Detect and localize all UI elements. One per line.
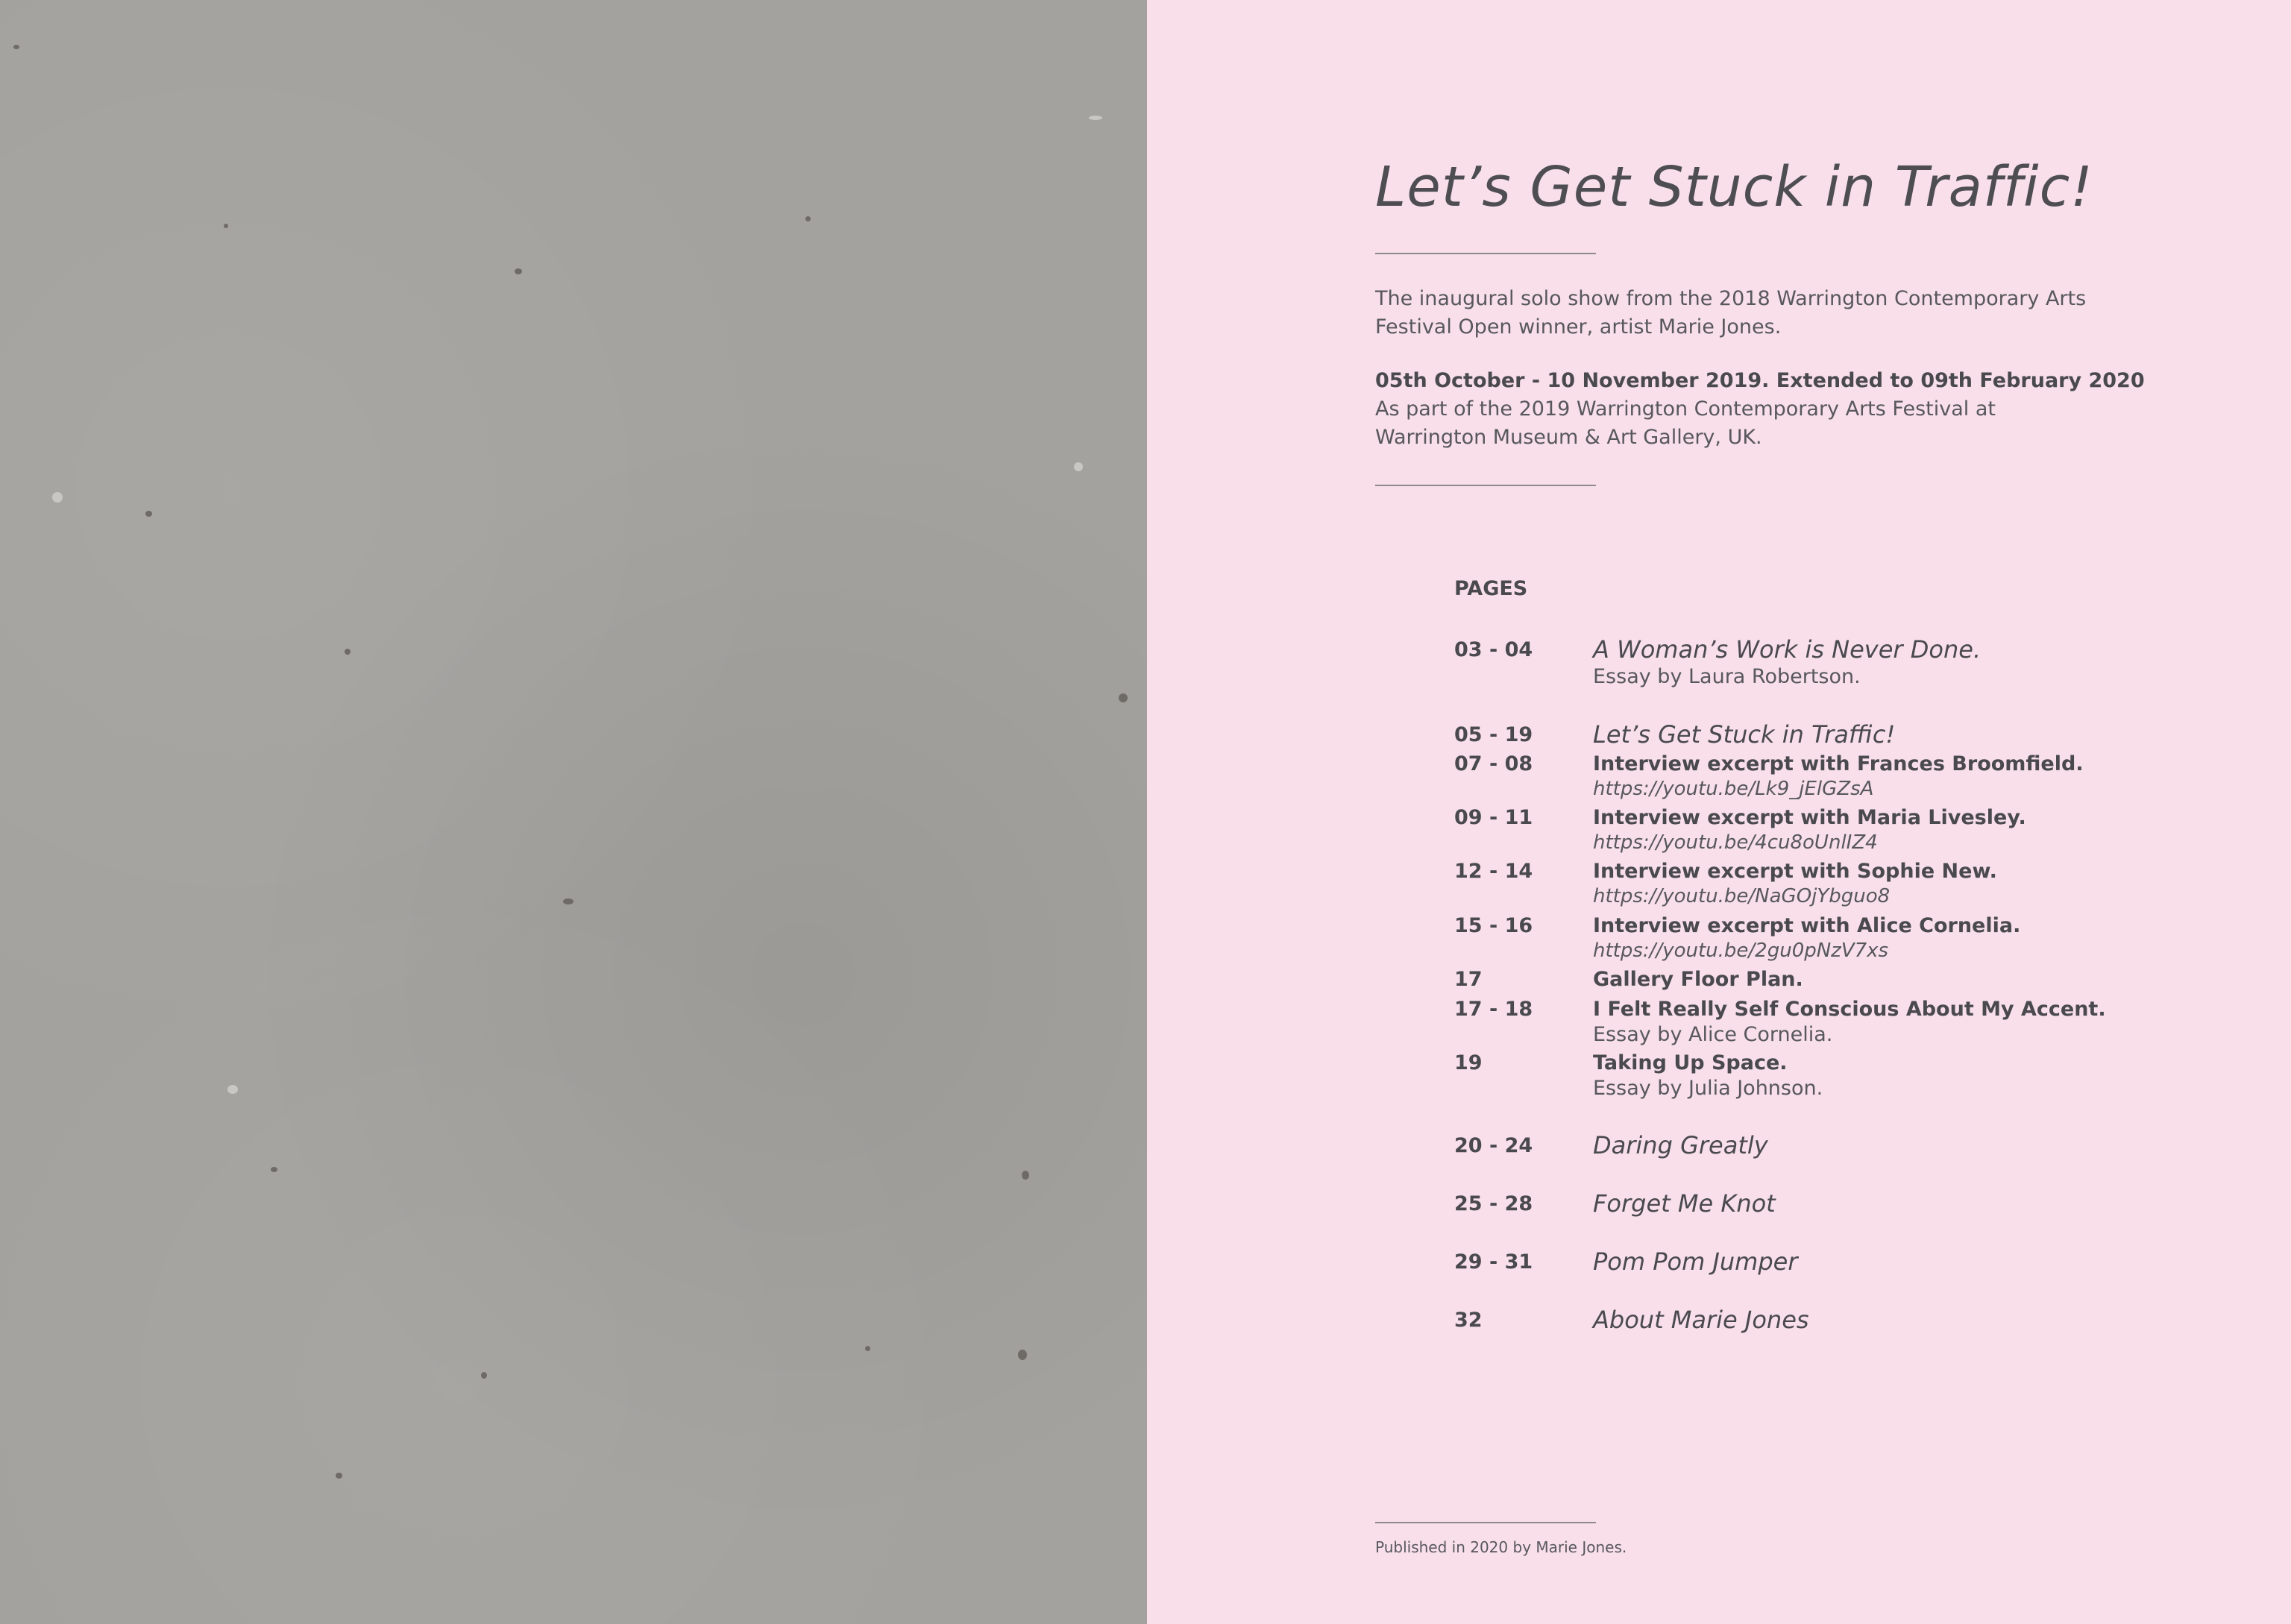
toc-page-range: 32 [1454, 1309, 1483, 1332]
toc-page-range: 29 - 31 [1454, 1250, 1533, 1274]
texture-speck [224, 224, 228, 228]
texture-speck [227, 1085, 238, 1094]
texture-speck [345, 649, 351, 655]
toc-entry [1593, 752, 2084, 801]
toc-page-range: 09 - 11 [1454, 806, 1533, 829]
toc-page-range: 12 - 14 [1454, 860, 1533, 883]
texture-speck [145, 511, 152, 517]
toc-subtitle: Essay by Julia Johnson. [1593, 1077, 1823, 1100]
toc-title: Interview excerpt with Maria Livesley. [1593, 806, 2026, 829]
toc-page-range: 07 - 08 [1454, 752, 1533, 775]
toc-page-range: 20 - 24 [1454, 1134, 1533, 1157]
toc-page-range: 25 - 28 [1454, 1192, 1533, 1215]
texture-speck [481, 1372, 487, 1379]
divider-rule [1375, 1522, 1596, 1523]
texture-speck [1119, 693, 1128, 702]
texture-speck [52, 492, 63, 503]
pages-heading: PAGES [1454, 577, 1528, 600]
texture-speck [563, 898, 573, 904]
toc-page-range: 05 - 19 [1454, 723, 1533, 746]
toc-title: Interview excerpt with Sophie New. [1593, 860, 1997, 883]
toc-page-range: 03 - 04 [1454, 638, 1533, 661]
texture-speck [1018, 1350, 1027, 1360]
texture-speck [336, 1473, 342, 1479]
texture-speck [1074, 462, 1083, 471]
toc-entry [1593, 967, 1803, 992]
publication-credit: Published in 2020 by Marie Jones. [1375, 1538, 1627, 1556]
toc-page-range: 17 - 18 [1454, 998, 1533, 1021]
toc-title: Forget Me Knot [1593, 1189, 1776, 1218]
toc-entry [1593, 720, 1895, 749]
exhibition-dates [1375, 367, 2145, 452]
texture-speck [1089, 116, 1102, 120]
toc-page-range: 15 - 16 [1454, 914, 1533, 937]
divider-rule [1375, 485, 1596, 486]
toc-entry [1593, 997, 2106, 1048]
page-title: Let’s Get Stuck in Traffic! [1375, 155, 2093, 219]
toc-entry [1593, 635, 1981, 690]
toc-video-link[interactable]: https://youtu.be/Lk9_jElGZsA [1593, 778, 1874, 800]
toc-entry [1593, 859, 1997, 908]
toc-page-range: 17 [1454, 968, 1483, 991]
dates-description: As part of the 2019 Warrington Contemporary Arts Festival at Warrington Museum & Art Gallery, UK. [1375, 397, 1996, 449]
toc-title: A Woman’s Work is Never Done. [1593, 635, 1982, 664]
toc-entry [1593, 913, 2020, 963]
toc-title: I Felt Really Self Conscious About My Accent. [1593, 998, 2106, 1021]
toc-title: Interview excerpt with Alice Cornelia. [1593, 914, 2021, 937]
toc-page-range: 19 [1454, 1051, 1483, 1074]
toc-title: Pom Pom Jumper [1593, 1247, 1798, 1276]
toc-entry [1593, 1247, 1797, 1277]
texture-speck [515, 268, 522, 274]
texture-speck [865, 1346, 870, 1351]
toc-title: Interview excerpt with Frances Broomfield. [1593, 752, 2084, 775]
toc-entry [1593, 1189, 1776, 1218]
toc-title: About Marie Jones [1593, 1306, 1809, 1334]
toc-entry [1593, 1130, 1768, 1160]
toc-video-link[interactable]: https://youtu.be/2gu0pNzV7xs [1593, 940, 1889, 962]
toc-entry [1593, 1305, 1809, 1335]
intro-text: The inaugural solo show from the 2018 Warrington Contemporary Arts Festival Open winner, artist Marie Jones. [1375, 287, 2087, 339]
divider-rule [1375, 253, 1596, 254]
toc-title: Gallery Floor Plan. [1593, 968, 1803, 991]
toc-title: Let’s Get Stuck in Traffic! [1593, 720, 1896, 749]
texture-speck [1022, 1171, 1029, 1180]
toc-title: Taking Up Space. [1593, 1051, 1788, 1074]
texture-speck [805, 216, 811, 221]
toc-subtitle: Essay by Alice Cornelia. [1593, 1023, 1833, 1046]
dates-bold: 05th October - 10 November 2019. Extended to 09th February 2020 [1375, 369, 2145, 392]
toc-video-link[interactable]: https://youtu.be/4cu8oUnlIZ4 [1593, 831, 1878, 854]
toc-subtitle: Essay by Laura Robertson. [1593, 665, 1861, 688]
texture-speck [271, 1167, 277, 1172]
toc-title: Daring Greatly [1593, 1131, 1768, 1159]
toc-video-link[interactable]: https://youtu.be/NaGOjYbguo8 [1593, 885, 1891, 907]
toc-entry [1593, 805, 2026, 855]
texture-speck [13, 45, 19, 49]
toc-entry [1593, 1051, 1823, 1101]
